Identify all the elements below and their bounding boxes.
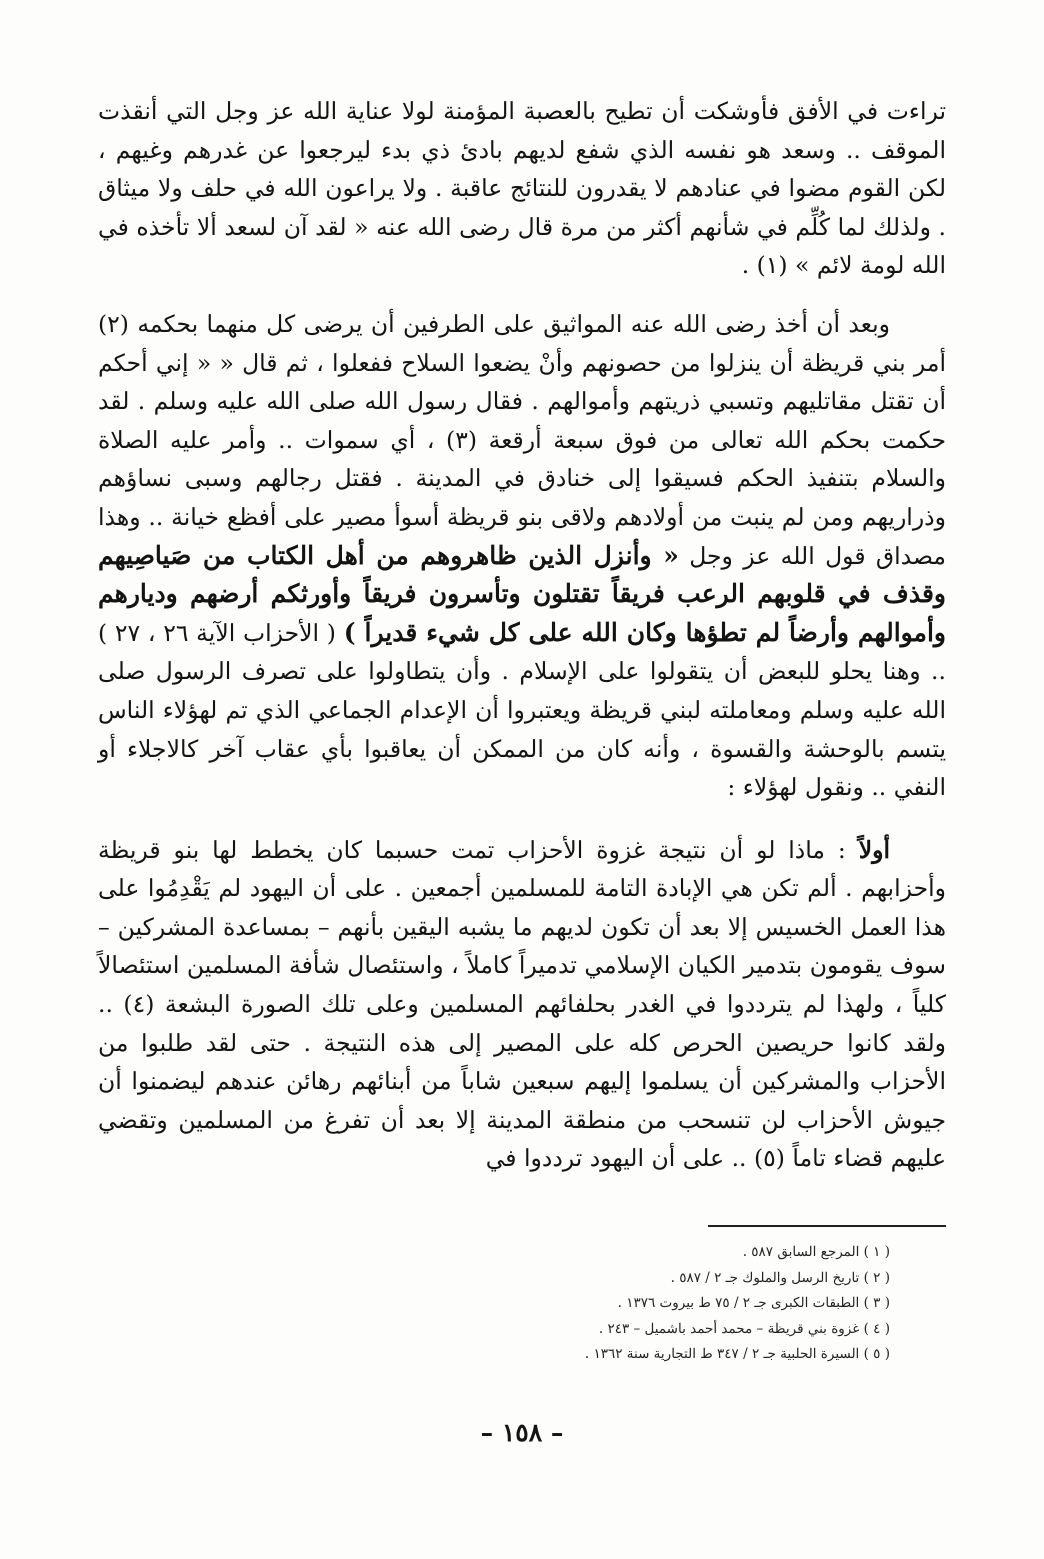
paragraph-2 [98,305,946,807]
paragraph-1: تراءت في الأفق فأوشكت أن تطيح بالعصبة المؤمنة لولا عناية الله عز وجل التي أنقذت الموقف .. وسعد هو نفسه الذي شفع لديهم بادئ ذي بدء ليرجعوا عن غدرهم وغيهم ، لكن القوم مضوا في عنادهم لا يقدرون للنتائج عاقبة . ولا يراعون الله في حلف ولا ميثاق . ولذلك لما كُلِّم في شأنهم أكثر من مرة قال رضى الله عنه « لقد آن لسعد ألا تأخذه في الله لومة لائم » (١) . [98,97,946,280]
footnotes [560,1240,890,1368]
footnote-4: ( ٤ ) غزوة بني قريظة – محمد أحمد باشميل – ٢٤٣ . [598,1320,890,1337]
footnote-2: ( ٢ ) تاريخ الرسل والملوك جـ ٢ / ٥٨٧ . [670,1269,890,1286]
footnote-1: ( ١ ) المرجع السابق ٥٨٧ . [742,1244,890,1260]
point-first-label: أولاً [858,835,890,864]
page-number: – ١٥٨ – [480,1418,564,1447]
footnote-5: ( ٥ ) السيرة الحلبية جـ ٢ / ٣٤٧ ط التجارية سنة ١٣٦٢ . [584,1346,890,1362]
paragraph-2-rest: ( الأحزاب الآية ٢٦ ، ٢٧ ) .. وهنا يحلو للبعض أن يتقولوا على الإسلام . وأن يتطاولوا على تصرف الرسول صلى الله عليه وسلم ومعاملته لبني قريظة ويعتبروا أن الإعدام الجماعي الذي تم لهؤلاء الناس يتسم بالوحشة والقسوة ، وأنه كان من الممكن أن يعاقبوا بأي عقاب آخر كالاجلاء أو النفي .. ونقول لهؤلاء : [98,618,946,802]
paragraph-2-intro: وبعد أن أخذ رضى الله عنه المواثيق على الطرفين أن يرضى كل منهما بحكمه (٢) أمر بني قريظة أن ينزلوا من حصونهم وأنْ يضعوا السلاح ففعلوا ، ثم قال « « إني أحكم أن تقتل مقاتليهم وتسبي ذريتهم وأموالهم . فقال رسول الله صلى الله عليه وسلم . لقد حكمت بحكم الله تعالى من فوق سبعة أرقعة (٣) ، أي سموات .. وأمر عليه الصلاة والسلام بتنفيذ الحكم فسيقوا إلى خنادق في المدينة . فقتل رجالهم وسبى نساؤهم وذراريهم ومن لم ينبت من أولادهم ولاقى بنو قريظة أسوأ مصير على أفظع خيانة .. وهذا مصداق قول الله عز وجل [98,309,947,570]
quran-verse: « وأنزل الذين ظاهروهم من أهل الكتاب من صَياصِيهم وقذف في قلوبهم الرعب فريقاً تقتلون وتأسرون فريقاً وأورثكم أرضهم وديارهم وأموالهم وأرضاً لم تطؤها وكان الله على كل شيء قديراً ) [98,540,946,647]
paragraph-3 [98,831,946,1178]
footnote-3: ( ٣ ) الطبقات الكبرى جـ ٢ / ٧٥ ط بيروت ١٣٧٦ . [617,1295,890,1311]
footnote-divider [708,1225,946,1227]
main-text [98,92,946,1178]
paragraph-3-text: : ماذا لو أن نتيجة غزوة الأحزاب تمت حسبما كان يخطط لها بنو قريظة وأحزابهم . ألم تكن هي الإبادة التامة للمسلمين أجمعين . على أن اليهود لم يَقْدِمُوا على هذا العمل الخسيس إلا بعد أن تكون لديهم ما يشبه اليقين بأنهم – بمساعدة المشركين – سوف يقومون بتدمير الكيان الإسلامي تدميراً كاملاً ، واستئصال شأفة المسلمين استئصالاً كلياً ، ولهذا لم يترددوا في الغدر بحلفائهم المسلمين وعلى تلك الصورة البشعة (٤) .. ولقد كانوا حريصين الحرص كله على المصير إلى هذه النتيجة . حتى لقد طلبوا من الأحزاب والمشركين أن يسلموا إليهم سبعين شاباً من أبنائهم رهائن عندهم ليضمنوا أن جيوش الأحزاب لن تنسحب من منطقة المدينة إلا بعد أن تفرغ من المسلمين وتقضي عليهم قضاء تاماً (٥) .. على أن اليهود ترددوا في [98,835,946,1173]
